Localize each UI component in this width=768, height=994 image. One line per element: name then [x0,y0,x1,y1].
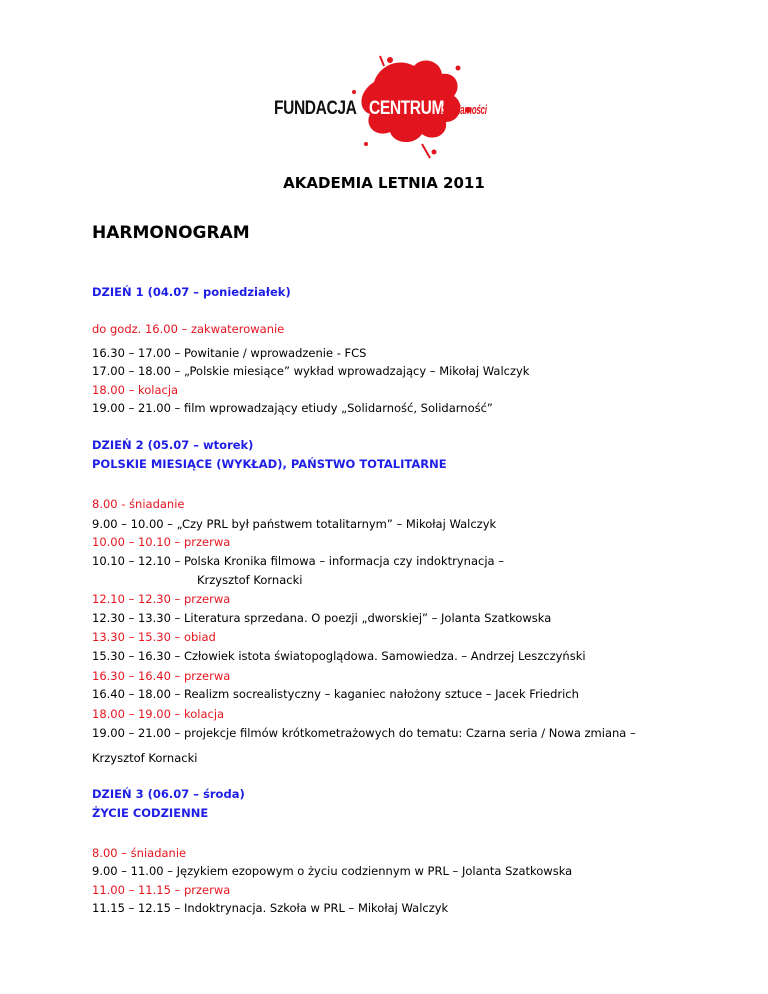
schedule-break-item: 10.00 – 10.10 – przerwa [92,535,231,549]
schedule-break-item: 13.30 – 15.30 – obiad [92,630,216,644]
schedule-break-item: 12.10 – 12.30 – przerwa [92,592,231,606]
schedule-item: 9.00 – 10.00 – „Czy PRL był państwem totalitarnym” – Mikołaj Walczyk [92,517,497,531]
schedule-item: 11.15 – 12.15 – Indoktrynacja. Szkoła w PRL – Mikołaj Walczyk [92,901,449,915]
schedule-item: 9.00 – 11.00 – Językiem ezopowym o życiu codziennym w PRL – Jolanta Szatkowska [92,864,573,878]
schedule-break-item: 16.30 – 16.40 – przerwa [92,669,231,683]
schedule-break-item: 18.00 – 19.00 – kolacja [92,707,225,721]
section-title: HARMONOGRAM [92,223,250,243]
foundation-logo [262,52,514,164]
page-title: AKADEMIA LETNIA 2011 [283,174,485,192]
schedule-item: 12.30 – 13.30 – Literatura sprzedana. O poezji „dworskiej” – Jolanta Szatkowska [92,611,552,625]
schedule-item: 19.00 – 21.00 – projekcje filmów krótkometrażowych do tematu: Czarna seria / Nowa zmiana – [92,726,636,740]
schedule-break-item: 8.00 - śniadanie [92,497,185,511]
day-heading: DZIEŃ 3 (06.07 – środa) [92,787,245,801]
day-heading: ŻYCIE CODZIENNE [92,806,209,820]
logo-word-centrum: CENTRUM [369,98,445,119]
schedule-item: 19.00 – 21.00 – film wprowadzający etiudy „Solidarność, Solidarność” [92,401,493,415]
logo-word-fundacja: FUNDACJA [274,98,357,119]
day-heading: DZIEŃ 2 (05.07 – wtorek) [92,438,254,452]
schedule-item: Krzysztof Kornacki [92,751,198,765]
schedule-item: 16.30 – 17.00 – Powitanie / wprowadzenie - FCS [92,346,367,360]
schedule-item: 16.40 – 18.00 – Realizm socrealistyczny – kaganiec nałożony sztuce – Jacek Friedrich [92,687,579,701]
schedule-break-item: 8.00 – śniadanie [92,846,187,860]
schedule-item: 10.10 – 12.10 – Polska Kronika filmowa – informacja czy indoktrynacja – [92,554,504,568]
schedule-break-item: 18.00 – kolacja [92,383,179,397]
day-heading: POLSKIE MIESIĄCE (WYKŁAD), PAŃSTWO TOTALITARNE [92,457,447,471]
schedule-item: Krzysztof Kornacki [197,573,303,587]
schedule-break-item: do godz. 16.00 – zakwaterowanie [92,322,285,336]
schedule-item: 15.30 – 16.30 – Człowiek istota światopoglądowa. Samowiedza. – Andrzej Leszczyński [92,649,586,663]
schedule-item: 17.00 – 18.00 – „Polskie miesiące” wykład wprowadzający – Mikołaj Walczyk [92,364,530,378]
day-heading: DZIEŃ 1 (04.07 – poniedziałek) [92,285,291,299]
logo-word-solidarnosci: Solidarności [442,102,487,117]
schedule-break-item: 11.00 – 11.15 – przerwa [92,883,231,897]
